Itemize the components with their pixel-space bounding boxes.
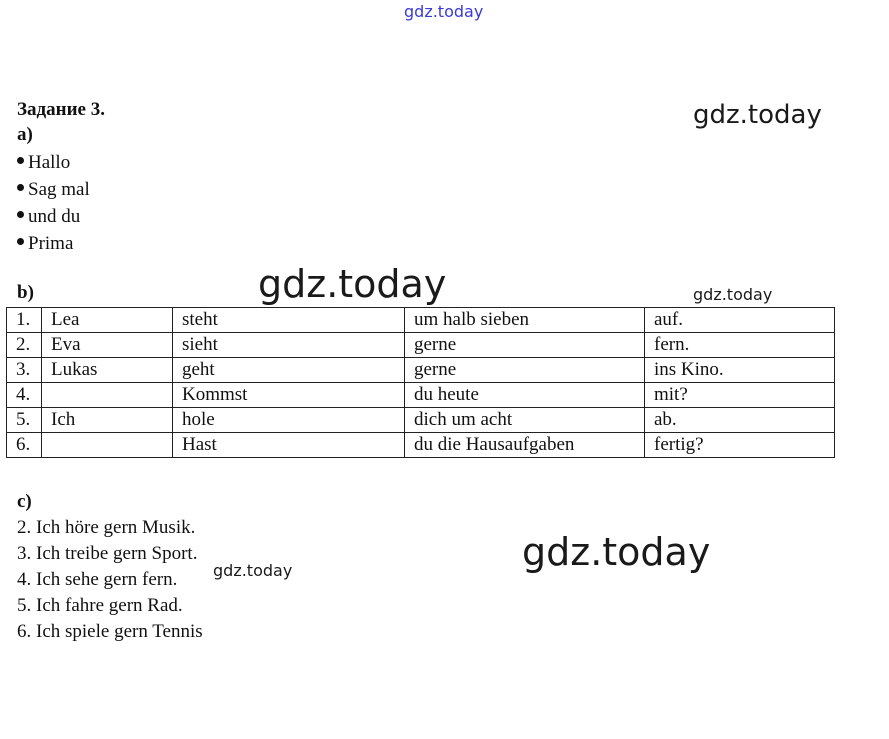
- table-cell: ab.: [645, 408, 835, 433]
- list-item-text: Sag mal: [28, 179, 90, 200]
- table-cell: geht: [173, 358, 405, 383]
- table-row: [7, 333, 835, 358]
- watermark: gdz.today: [213, 561, 293, 580]
- list-item: 3. Ich treibe gern Sport.: [17, 543, 198, 564]
- list-item-text: und du: [28, 206, 81, 227]
- watermark: gdz.today: [522, 530, 711, 574]
- table-cell: ins Kino.: [645, 358, 835, 383]
- list-item: [17, 232, 90, 259]
- table-cell: [42, 383, 173, 408]
- table-cell: um halb sieben: [405, 308, 645, 333]
- section-b-label: b): [17, 282, 34, 303]
- table-cell: 5.: [7, 408, 42, 433]
- table-cell: Lukas: [42, 358, 173, 383]
- watermark-top: gdz.today: [404, 2, 484, 21]
- list-item: [17, 178, 90, 205]
- table-row: [7, 433, 835, 458]
- list-item-text: Prima: [28, 233, 74, 254]
- table-cell: 3.: [7, 358, 42, 383]
- task-title: Задание 3.: [17, 99, 105, 120]
- list-item: [17, 205, 90, 232]
- list-item: 2. Ich höre gern Musik.: [17, 517, 196, 538]
- bullet-icon: [17, 184, 24, 191]
- list-item: 6. Ich spiele gern Tennis: [17, 621, 203, 642]
- list-item: 4. Ich sehe gern fern.: [17, 569, 178, 590]
- table-row: [7, 308, 835, 333]
- table-cell: gerne: [405, 358, 645, 383]
- section-a-list: [17, 151, 90, 259]
- section-a-label: a): [17, 124, 33, 145]
- table-cell: 2.: [7, 333, 42, 358]
- table-cell: du heute: [405, 383, 645, 408]
- table-cell: 1.: [7, 308, 42, 333]
- table-cell: 6.: [7, 433, 42, 458]
- bullet-icon: [17, 211, 24, 218]
- sentence-table: [6, 307, 835, 458]
- table-cell: gerne: [405, 333, 645, 358]
- table-cell: [42, 433, 173, 458]
- table-row: [7, 358, 835, 383]
- list-item: 5. Ich fahre gern Rad.: [17, 595, 183, 616]
- table-cell: sieht: [173, 333, 405, 358]
- table-cell: Eva: [42, 333, 173, 358]
- table-cell: Ich: [42, 408, 173, 433]
- table-cell: fern.: [645, 333, 835, 358]
- section-c-label: c): [17, 491, 32, 512]
- table-row: [7, 383, 835, 408]
- watermark: gdz.today: [693, 285, 773, 304]
- list-item-text: Hallo: [28, 152, 71, 173]
- table-cell: mit?: [645, 383, 835, 408]
- table-cell: Kommst: [173, 383, 405, 408]
- bullet-icon: [17, 157, 24, 164]
- table-cell: Hast: [173, 433, 405, 458]
- table-cell: Lea: [42, 308, 173, 333]
- table-row: [7, 408, 835, 433]
- watermark: gdz.today: [258, 262, 447, 306]
- table-cell: auf.: [645, 308, 835, 333]
- table-cell: hole: [173, 408, 405, 433]
- section-c-list: [17, 517, 203, 647]
- bullet-icon: [17, 238, 24, 245]
- table-cell: 4.: [7, 383, 42, 408]
- table-cell: du die Hausaufgaben: [405, 433, 645, 458]
- table-cell: fertig?: [645, 433, 835, 458]
- watermark: gdz.today: [693, 100, 822, 130]
- table-cell: steht: [173, 308, 405, 333]
- table-cell: dich um acht: [405, 408, 645, 433]
- list-item: [17, 151, 90, 178]
